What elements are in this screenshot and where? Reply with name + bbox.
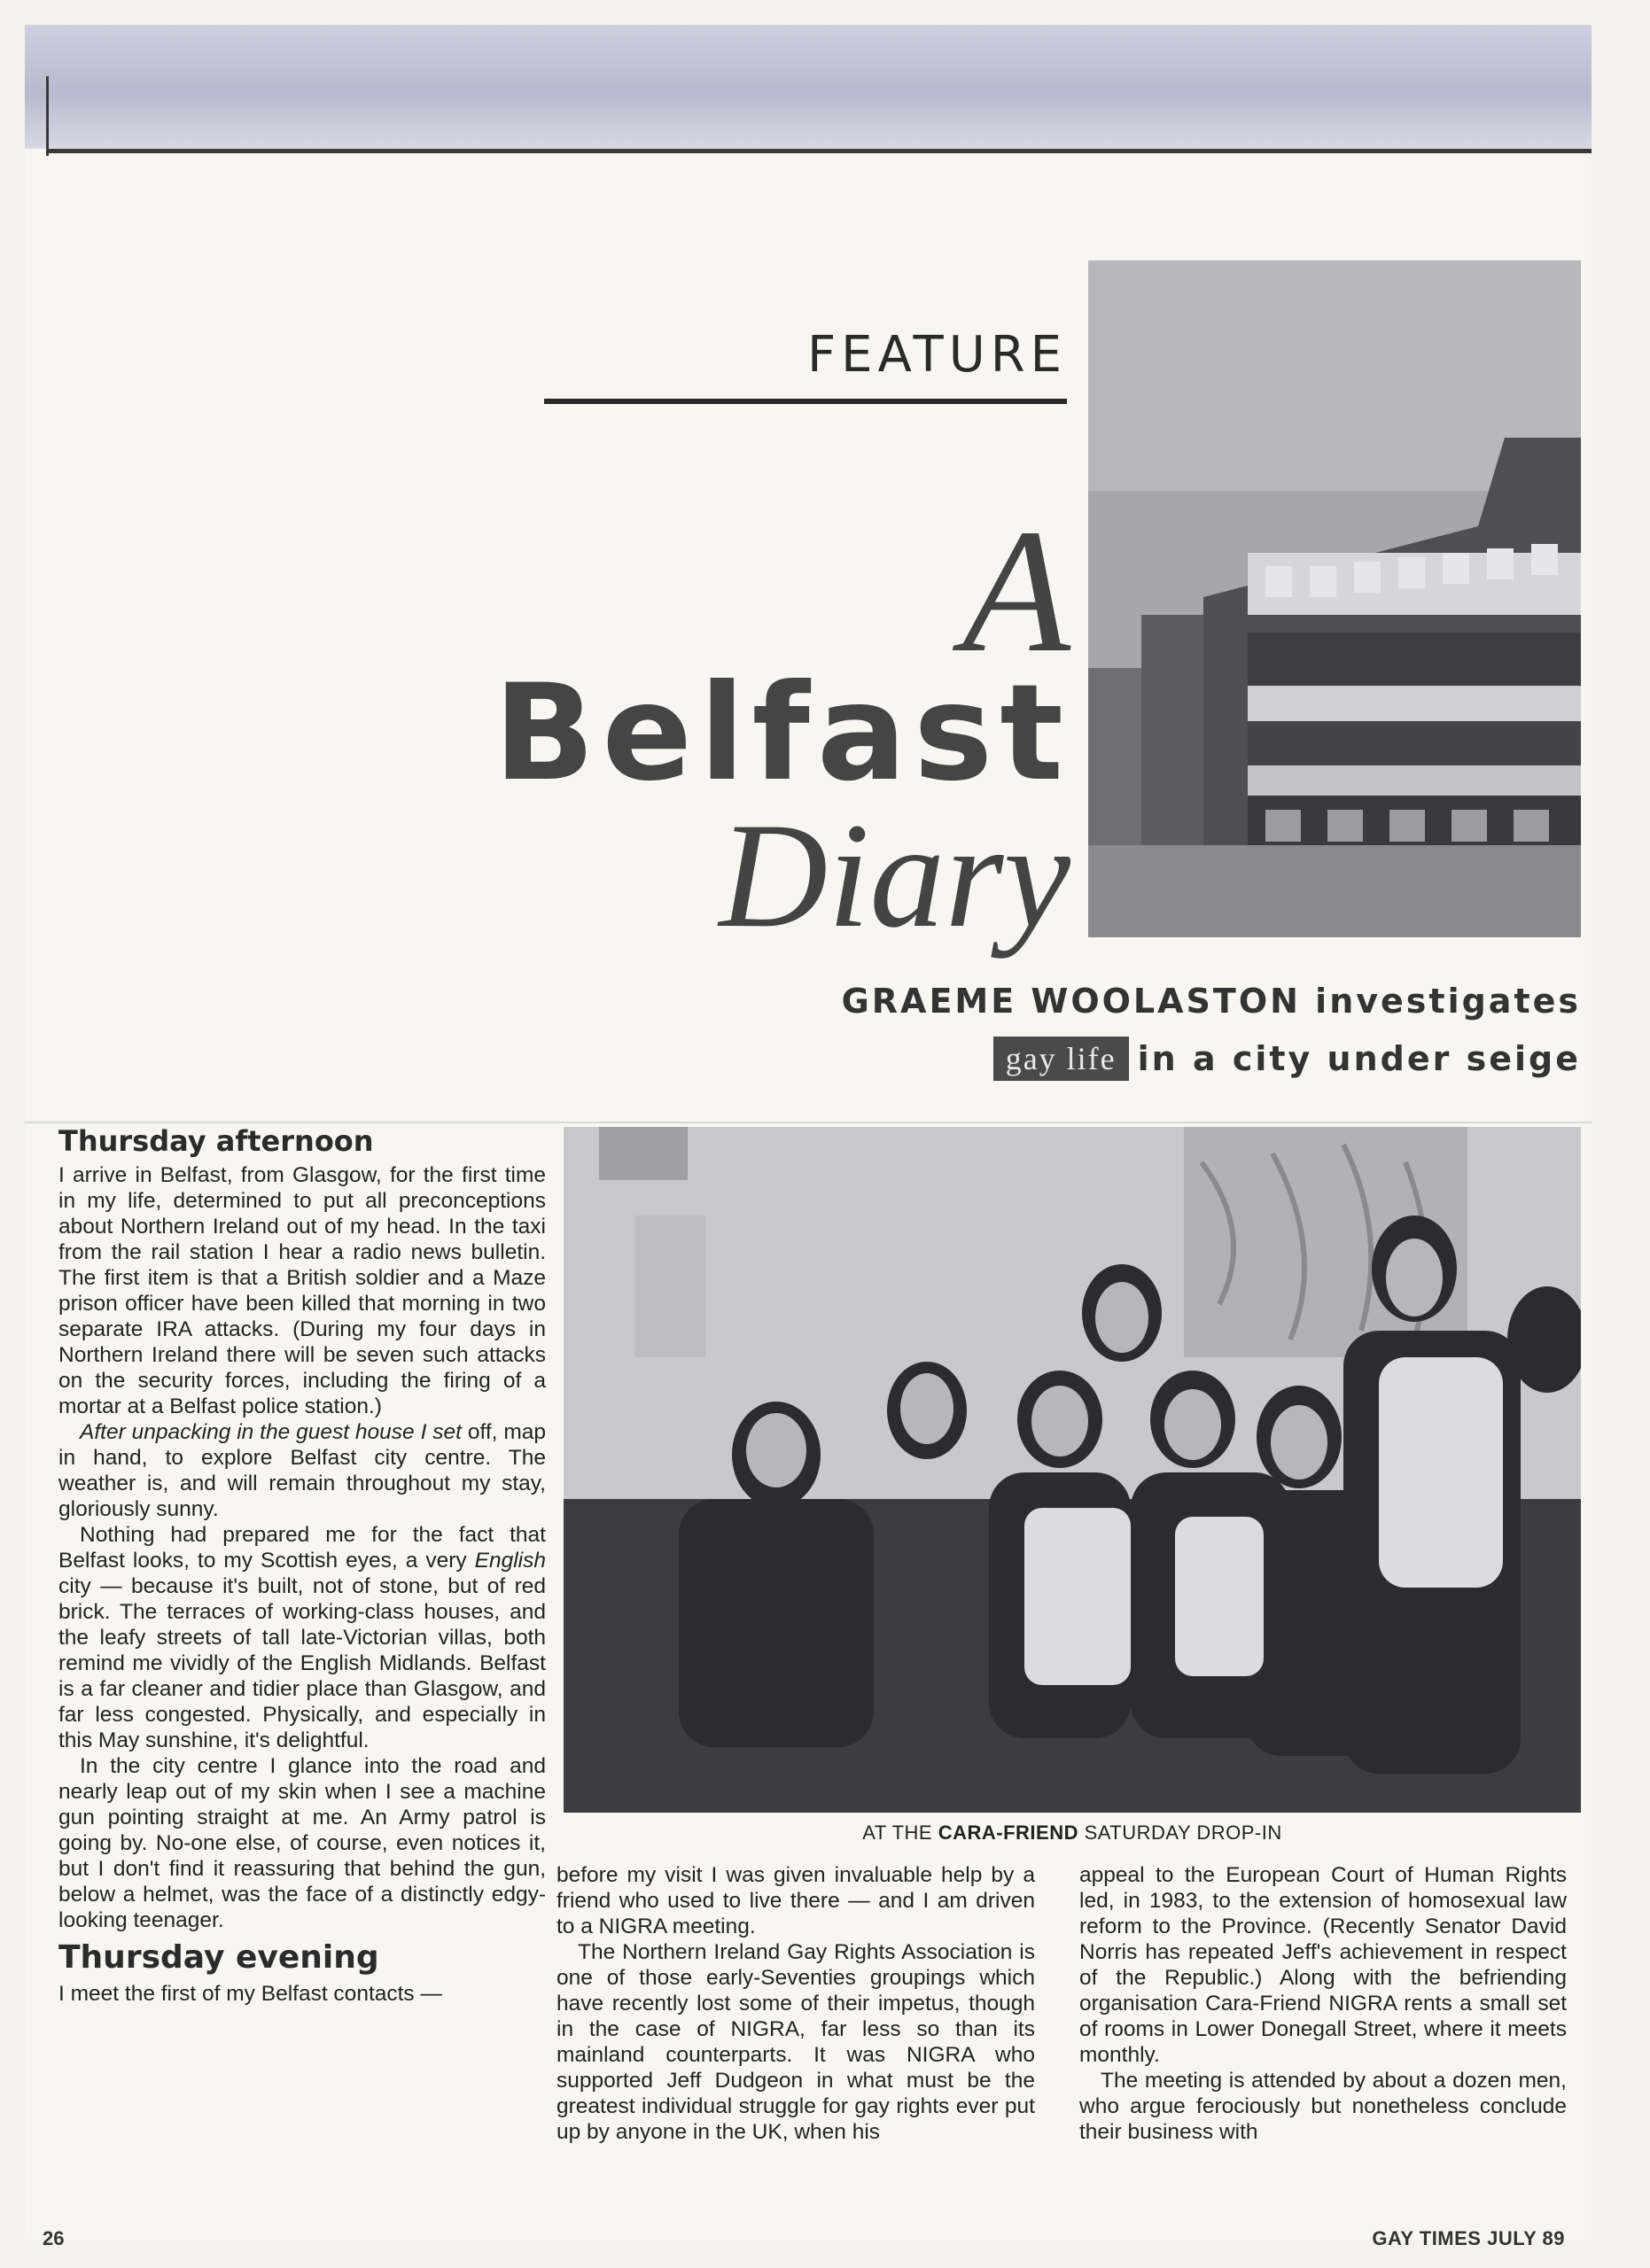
header-rule bbox=[46, 149, 1592, 153]
paragraph: appeal to the European Court of Human Rights led, in 1983, to the extension of homosexual law reform to the Province. (Recently Senator David Norris has repeated Jeff's achievement in respect of the Republic.) Along with the befriending organisation Cara-Friend NIGRA rents a small set of rooms in Lower Donegall Street, where it meets monthly. bbox=[1079, 1863, 1567, 2067]
paragraph: I meet the first of my Belfast contacts — bbox=[58, 1982, 442, 2006]
title-line-belfast: Belfast bbox=[494, 656, 1070, 811]
section-label-underline bbox=[544, 399, 1067, 404]
paragraph: The meeting is attended by about a dozen men, who argue ferociously but nonetheless conclude their business with bbox=[1079, 2069, 1567, 2144]
article-column-3 bbox=[1079, 1862, 1567, 2145]
scan-top-band bbox=[25, 25, 1592, 149]
italic-word: English bbox=[474, 1549, 546, 1573]
article-column-1 bbox=[58, 1123, 546, 2007]
caption-bold-name: CARA-FRIEND bbox=[938, 1821, 1078, 1844]
paragraph: before my visit I was given invaluable help by a friend who used to live there — and I am driven to a NIGRA meeting. bbox=[556, 1863, 1035, 1938]
header-rule-tick bbox=[46, 76, 49, 156]
italic-phrase: After unpacking in the guest house I set bbox=[80, 1420, 462, 1444]
building-photo bbox=[1088, 260, 1581, 937]
paragraph: After unpacking in the guest house I set off, map in hand, to explore Belfast city centre. The weather is, and will remain throughout my stay, gloriously sunny. bbox=[58, 1420, 546, 1521]
paragraph: Nothing had prepared me for the fact that Belfast looks, to my Scottish eyes, a very English city — because it's built, not of stone, but of red brick. The terraces of working-class houses, and the leafy streets of tall late-Victorian villas, both remind me vividly of the English Midlands. Belfast is a far cleaner and tidier place than Glasgow, and far less congested. Physically, and especially in this May sunshine, it's delightful. bbox=[58, 1523, 546, 1752]
page-number: 26 bbox=[43, 2227, 65, 2249]
title-line-diary: Diary bbox=[719, 792, 1070, 959]
byline-subtitle bbox=[450, 1037, 1581, 1081]
magazine-page bbox=[25, 25, 1592, 2249]
byline-subtitle-rest: in a city under seige bbox=[1137, 1039, 1581, 1078]
paragraph: The Northern Ireland Gay Rights Association is one of those early-Seventies groupings which have recently lost some of their impetus, though in the case of NIGRA, far less so than its mainland counterparts. It was NIGRA who supported Jeff Dudgeon in what must be the greatest individual struggle for gay rights ever put up by anyone in the UK, when his bbox=[556, 1940, 1035, 2144]
byline-author: GRAEME WOOLASTON investigates bbox=[841, 982, 1581, 1021]
section-label: FEATURE bbox=[806, 326, 1067, 384]
photo-caption: AT THE CARA-FRIEND SATURDAY DROP-IN bbox=[862, 1821, 1282, 1844]
magazine-footer: GAY TIMES JULY 89 bbox=[1372, 2227, 1565, 2249]
paragraph: I arrive in Belfast, from Glasgow, for the first time in my life, determined to put all preconceptions about Northern Ireland out of my head. In the taxi from the rail station I hear a radio news bulletin. The first item is that a British soldier and a Maze prison officer have been killed that morning in two separate IRA attacks. (During my four days in Northern Ireland there will be seven such attacks on the security forces, including the firing of a mortar at a Belfast police station.) bbox=[58, 1163, 546, 1418]
title-line-a: A bbox=[961, 493, 1070, 689]
group-photo bbox=[564, 1127, 1581, 1813]
paragraph: In the city centre I glance into the road and nearly leap out of my skin when I see a machine gun pointing straight at me. An Army patrol is going by. No-one else, of course, even notices it, but I don't find it reassuring that behind the gun, below a helmet, was the face of a distinctly edgy-looking teenager. bbox=[58, 1754, 546, 1932]
byline-highlight-tag: gay life bbox=[993, 1037, 1129, 1081]
article-column-2 bbox=[556, 1862, 1035, 2145]
section-heading-thursday-afternoon: Thursday afternoon bbox=[58, 1124, 374, 1158]
section-heading-thursday-evening: Thursday evening bbox=[58, 1939, 379, 1976]
